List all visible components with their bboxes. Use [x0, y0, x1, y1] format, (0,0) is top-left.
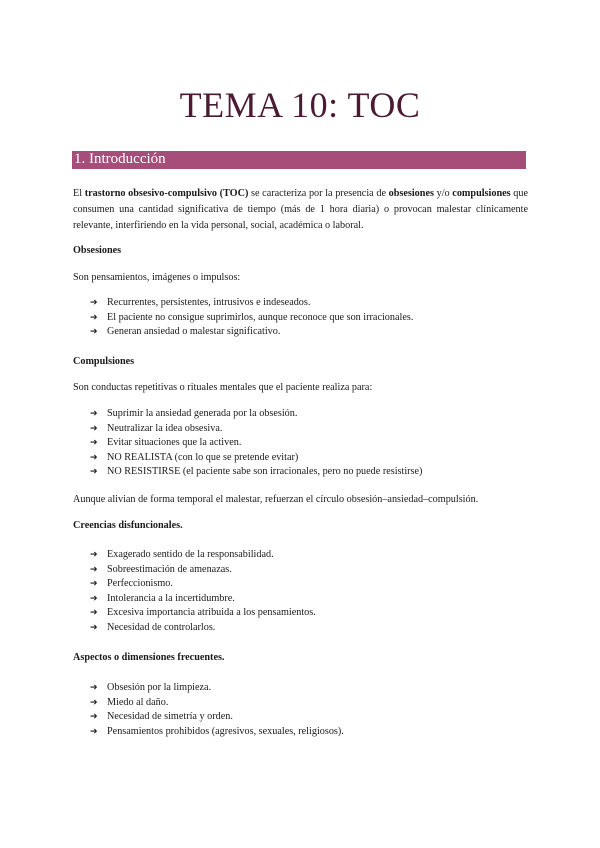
list-item [90, 451, 422, 466]
list-item [90, 606, 316, 621]
arrow-bullet-icon: ➔ [90, 298, 98, 308]
list-item-text: Miedo al daño. [107, 696, 169, 708]
list-item [90, 577, 316, 592]
arrow-bullet-icon: ➔ [90, 409, 98, 419]
arrow-bullet-icon: ➔ [90, 452, 98, 463]
compulsiones-lead: Son conductas repetitivas o rituales mentales que el paciente realiza para: [73, 382, 373, 393]
intro-bold-term: compulsiones [452, 188, 511, 199]
arrow-bullet-icon: ➔ [90, 726, 98, 737]
aspectos-list [90, 681, 344, 739]
intro-bold-term: obsesiones [388, 188, 434, 199]
intro-text: que consumen una cantidad significativa de tiempo (más de 1 hora diaria) o provocan malestar clínicamente relevante, interfiriendo en la vida personal, social, académica o laboral. [73, 188, 528, 231]
list-item-text: Recurrentes, persistentes, intrusivos e indeseados. [107, 297, 311, 308]
arrow-bullet-icon: ➔ [90, 550, 98, 560]
list-item [90, 436, 422, 451]
list-item [90, 621, 316, 636]
page-title: TEMA 10: TOC [179, 85, 421, 125]
intro-paragraph [73, 186, 528, 234]
arrow-bullet-icon: ➔ [90, 438, 98, 449]
list-item-text: Evitar situaciones que la activen. [107, 437, 242, 449]
arrow-bullet-icon: ➔ [90, 423, 98, 434]
list-item-text: Necesidad de controlarlos. [107, 621, 216, 633]
list-item-text: Sobreestimación de amenazas. [107, 563, 232, 575]
list-item [90, 592, 316, 607]
list-item [90, 725, 344, 740]
list-item [90, 681, 344, 696]
obsesiones-heading: Obsesiones [73, 245, 122, 256]
list-item [90, 563, 316, 578]
arrow-bullet-icon: ➔ [90, 622, 98, 633]
list-item [90, 407, 422, 422]
section-header-bar [72, 151, 526, 169]
arrow-bullet-icon: ➔ [90, 327, 98, 338]
list-item [90, 296, 413, 311]
list-item-text: El paciente no consigue suprimirlos, aunque reconoce que son irracionales. [107, 311, 414, 323]
compulsiones-heading: Compulsiones [73, 356, 135, 367]
list-item [90, 548, 316, 563]
list-item [90, 311, 413, 326]
list-item [90, 696, 344, 711]
intro-text: El [73, 188, 85, 199]
list-item-text: Excesiva importancia atribuida a los pensamientos. [107, 607, 316, 619]
list-item [90, 422, 422, 437]
arrow-bullet-icon: ➔ [90, 697, 98, 708]
list-item-text: Exagerado sentido de la responsabilidad. [107, 549, 274, 560]
arrow-bullet-icon: ➔ [90, 712, 98, 723]
list-item [90, 325, 413, 340]
arrow-bullet-icon: ➔ [90, 593, 98, 604]
creencias-list [90, 548, 316, 636]
obsesiones-list [90, 296, 413, 340]
compulsiones-list [90, 407, 422, 480]
list-item [90, 465, 422, 480]
list-item-text: NO REALISTA (con lo que se pretende evitar) [107, 451, 299, 463]
arrow-bullet-icon: ➔ [90, 564, 98, 575]
arrow-bullet-icon: ➔ [90, 683, 98, 693]
list-item-text: Intolerancia a la incertidumbre. [107, 592, 235, 604]
list-item-text: Perfeccionismo. [107, 578, 173, 590]
list-item-text: NO RESISTIRSE (el paciente sabe son irracionales, pero no puede resistirse) [107, 466, 423, 478]
list-item [90, 710, 344, 725]
list-item-text: Pensamientos prohibidos (agresivos, sexuales, religiosos). [107, 725, 344, 737]
arrow-bullet-icon: ➔ [90, 579, 98, 590]
creencias-heading: Creencias disfuncionales. [73, 520, 183, 531]
compulsiones-closing: Aunque alivian de forma temporal el malestar, refuerzan el círculo obsesión–ansiedad–compulsión. [73, 494, 479, 505]
section-title: 1. Introducción [74, 151, 166, 167]
intro-text: se caracteriza por la presencia de [248, 188, 389, 199]
list-item-text: Obsesión por la limpieza. [107, 682, 212, 693]
arrow-bullet-icon: ➔ [90, 467, 98, 478]
list-item-text: Necesidad de simetría y orden. [107, 711, 233, 723]
arrow-bullet-icon: ➔ [90, 312, 98, 323]
obsesiones-lead: Son pensamientos, imágenes o impulsos: [73, 272, 241, 283]
list-item-text: Suprimir la ansiedad generada por la obsesión. [107, 408, 298, 419]
intro-bold-term: trastorno obsesivo-compulsivo (TOC) [84, 188, 249, 199]
intro-text: y/o [433, 188, 453, 199]
aspectos-heading: Aspectos o dimensiones frecuentes. [73, 652, 225, 663]
list-item-text: Generan ansiedad o malestar significativo. [107, 326, 281, 338]
arrow-bullet-icon: ➔ [90, 608, 98, 619]
list-item-text: Neutralizar la idea obsesiva. [107, 422, 223, 434]
